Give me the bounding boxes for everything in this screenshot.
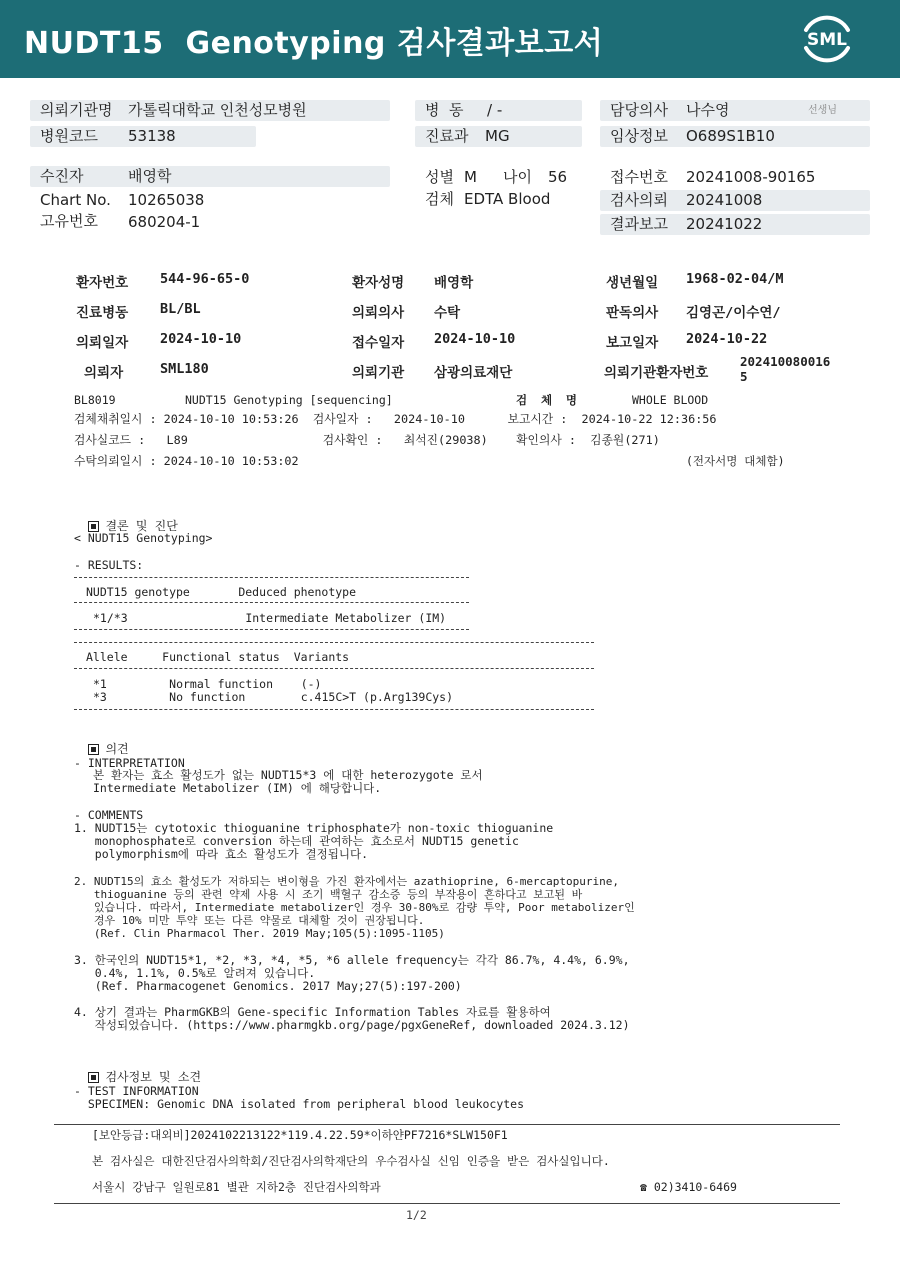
report-header	[0, 0, 900, 78]
institution-box	[30, 100, 390, 121]
ward-box	[415, 100, 582, 121]
genotype-table-header: NUDT15 genotype Deduced phenotype	[86, 585, 357, 599]
specimen-label: 검체	[425, 190, 454, 208]
comment-line: 1. NUDT15는 cytotoxic thioguanine triphosphate가 non-toxic thioguanine	[74, 821, 554, 835]
comments-label: - COMMENTS	[74, 808, 144, 822]
test-meta-line1: 검체채취일시 : 2024-10-10 10:53:26 검사일자 : 2024-10-10 보고시간 : 2024-10-22 12:36:56	[74, 412, 717, 426]
pt-value-instpatno-cont: 5	[740, 369, 748, 384]
report-title: NUDT15 Genotyping 검사결과보고서	[24, 26, 604, 61]
testinfo-label: - TEST INFORMATION	[74, 1084, 199, 1098]
specimen-name-value: WHOLE BLOOD	[632, 393, 709, 407]
chart-label: Chart No.	[40, 191, 111, 209]
result-value: 20241022	[686, 215, 763, 233]
pt-value-dob: 1968-02-04/M	[686, 271, 784, 287]
pt-value-ward: BL/BL	[160, 301, 201, 317]
certification-line: 본 검사실은 대한진단검사의학회/진단검사의학재단의 우수검사실 신임 인증을 받은 검사실입니다.	[92, 1154, 610, 1168]
page-number: 1/2	[406, 1208, 427, 1222]
age-label: 나이	[503, 168, 532, 186]
dept-value: MG	[485, 127, 510, 145]
result-label: 결과보고	[610, 215, 668, 233]
specimen-name-label: 검 체 명	[516, 393, 578, 407]
sex-value: M	[464, 168, 477, 186]
genotype-table-row: *1/*3 Intermediate Metabolizer (IM)	[93, 611, 447, 625]
pt-label-repdate: 보고일자	[606, 335, 659, 351]
request-value: 20241008	[686, 191, 763, 209]
results-heading: < NUDT15 Genotyping>	[74, 531, 213, 545]
allele-row: *3 No function c.415C>T (p.Arg139Cys)	[93, 690, 454, 704]
interpretation-line: 본 환자는 효소 활성도가 없는 NUDT15*3 에 대한 heterozygote 로서	[93, 768, 483, 782]
comment-line: 경우 10% 미만 투약 또는 다른 약물로 대체할 것이 권장됩니다.	[74, 914, 425, 927]
square-bullet-icon	[88, 1072, 99, 1083]
chart-value: 10265038	[128, 191, 205, 209]
request-label: 검사의뢰	[610, 191, 668, 209]
pt-label-reqinst: 의뢰기관	[352, 365, 405, 381]
pt-value-repdate: 2024-10-22	[686, 331, 768, 347]
results-label: - RESULTS:	[74, 558, 144, 572]
test-meta-line2: 검사실코드 : L89 검사확인 : 최석진(29038) 확인의사 : 김종원(271)	[74, 433, 660, 447]
pt-label-requester: 의뢰자	[84, 365, 124, 381]
logo-text: SML	[807, 30, 847, 50]
divider	[74, 577, 469, 578]
doctor-box	[600, 100, 870, 121]
pt-value-reqdate: 2024-10-10	[160, 331, 242, 347]
comment-line: 작성되었습니다. (https://www.pharmgkb.org/page/pgxGeneRef, downloaded 2024.3.12)	[74, 1018, 630, 1032]
pt-value-patno: 544-96-65-0	[160, 271, 250, 287]
pt-value-recdate: 2024-10-10	[434, 331, 516, 347]
ward-label: 병 동	[425, 101, 464, 119]
doctor-suffix: 선생님	[808, 105, 837, 116]
address-line: 서울시 강남구 일원로81 별관 지하2층 진단검사의학과	[92, 1180, 381, 1194]
comment-line: 4. 상기 결과는 PharmGKB의 Gene-specific Information Tables 자료를 활용하여	[74, 1005, 551, 1019]
opinion-title: 의견	[74, 730, 129, 756]
footer-divider	[54, 1203, 840, 1204]
patient-box	[30, 166, 390, 187]
result-box	[600, 214, 870, 235]
comment-line: 3. 한국인의 NUDT15*1, *2, *3, *4, *5, *6 allele frequency는 각각 86.7%, 4.4%, 6.9%,	[74, 953, 630, 967]
pt-label-recdate: 접수일자	[352, 335, 405, 351]
pt-value-name: 배영학	[434, 275, 474, 291]
comment-line: polymorphism에 따라 효소 활성도가 결정됩니다.	[74, 847, 368, 861]
pt-label-dob: 생년월일	[606, 275, 659, 291]
comment-line: thioguanine 등의 관련 약제 사용 시 조기 백혈구 감소증 등의 부작용이 흔하다고 보고된 바	[74, 888, 583, 901]
patient-label: 수진자	[40, 167, 84, 185]
request-box	[600, 190, 870, 211]
footer-divider	[54, 1124, 840, 1125]
allele-row: *1 Normal function (-)	[93, 677, 322, 691]
sml-logo	[798, 12, 856, 66]
clinical-box	[600, 126, 870, 147]
allele-table-header: Allele Functional status Variants	[86, 650, 350, 664]
conclusion-title: 결론 및 진단	[74, 507, 178, 533]
comment-line: (Ref. Pharmacogenet Genomics. 2017 May;27(5):197-200)	[74, 979, 462, 993]
doctor-value: 나수영	[686, 101, 730, 119]
divider	[74, 709, 594, 710]
square-bullet-icon	[88, 744, 99, 755]
testinfo-specimen: SPECIMEN: Genomic DNA isolated from peripheral blood leukocytes	[74, 1097, 525, 1111]
pt-label-patno: 환자번호	[76, 275, 129, 291]
divider	[74, 642, 594, 643]
comment-line: 2. NUDT15의 효소 활성도가 저하되는 변이형을 가진 환자에서는 azathioprine, 6-mercaptopurine,	[74, 875, 620, 888]
patient-value: 배영학	[128, 167, 172, 185]
pt-value-instpatno: 202410080016	[740, 354, 831, 369]
institution-label: 의뢰기관명	[40, 101, 113, 119]
receipt-value: 20241008-90165	[686, 168, 816, 186]
hospital-code-label: 병원코드	[40, 127, 98, 145]
divider	[74, 602, 469, 603]
unique-value: 680204-1	[128, 213, 201, 231]
testinfo-title: 검사정보 및 소견	[74, 1058, 201, 1084]
ward-value: / -	[487, 101, 503, 119]
divider	[74, 668, 594, 669]
comment-line: (Ref. Clin Pharmacol Ther. 2019 May;105(5):1095-1105)	[74, 927, 445, 940]
pt-value-reqinst: 삼광의료재단	[434, 365, 513, 381]
dept-box	[415, 126, 582, 147]
interpretation-label: - INTERPRETATION	[74, 756, 185, 770]
test-code: BL8019	[74, 393, 116, 407]
pt-value-readdoc: 김영곤/이수연/	[686, 305, 781, 321]
security-line: [보안등급:대외비]2024102213122*119.4.22.59*이하얀PF7216*SLW150F1	[92, 1128, 508, 1142]
test-meta-line3: 수탁의뢰일시 : 2024-10-10 10:53:02	[74, 454, 299, 468]
comment-line: 있습니다. 따라서, Intermediate metabolizer인 경우 30-80%로 감량 투약, Poor metabolizer인	[74, 901, 635, 914]
pt-value-requester: SML180	[160, 361, 209, 377]
receipt-label: 접수번호	[610, 168, 668, 186]
pt-label-instpatno: 의뢰기관환자번호	[604, 365, 709, 381]
clinical-value: O689S1B10	[686, 127, 775, 145]
pt-value-reqdoc: 수탁	[434, 305, 461, 321]
unique-label: 고유번호	[40, 212, 98, 230]
divider	[74, 629, 469, 630]
hospital-code-value: 53138	[128, 127, 176, 145]
clinical-label: 임상정보	[610, 127, 668, 145]
hospital-code-box	[30, 126, 256, 147]
test-name: NUDT15 Genotyping [sequencing]	[185, 393, 393, 407]
interpretation-line: Intermediate Metabolizer (IM) 에 해당합니다.	[93, 781, 382, 795]
sex-label: 성별	[425, 168, 454, 186]
specimen-value: EDTA Blood	[464, 190, 551, 208]
doctor-label: 담당의사	[610, 101, 668, 119]
institution-value: 가톨릭대학교 인천성모병원	[128, 101, 307, 119]
age-value: 56	[548, 168, 568, 186]
pt-label-reqdoc: 의뢰의사	[352, 305, 405, 321]
pt-label-name: 환자성명	[352, 275, 405, 291]
phone-line: ☎ 02)3410-6469	[640, 1180, 737, 1194]
dept-label: 진료과	[425, 127, 469, 145]
comment-line: 0.4%, 1.1%, 0.5%로 알려져 있습니다.	[74, 966, 316, 980]
pt-label-reqdate: 의뢰일자	[76, 335, 129, 351]
pt-label-ward: 진료병동	[76, 305, 129, 321]
pt-label-readdoc: 판독의사	[606, 305, 659, 321]
esign-note: (전자서명 대체함)	[686, 454, 785, 468]
comment-line: monophosphate로 conversion 하는데 관여하는 효소로서 NUDT15 genetic	[74, 834, 519, 848]
